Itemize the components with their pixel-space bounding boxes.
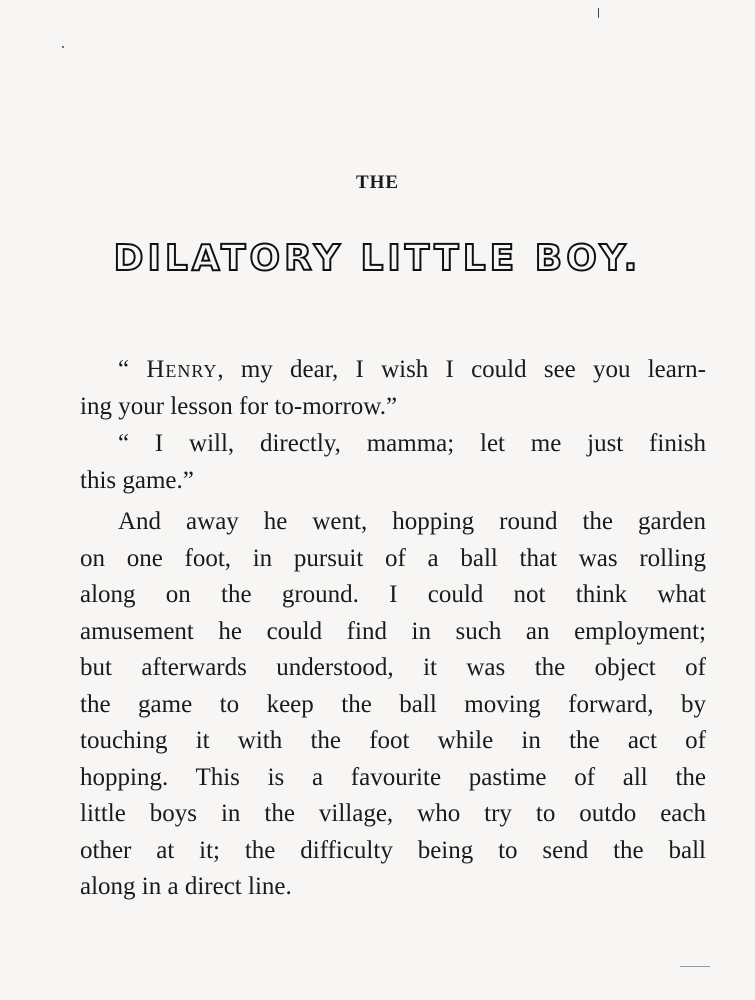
paper-speck — [62, 46, 64, 48]
chapter-title: DILATORY LITTLE BOY. — [113, 238, 642, 279]
text-line: but afterwards understood, it was the object of — [80, 654, 706, 681]
text-line: little boys in the village, who try to outdo each — [80, 800, 706, 827]
text-line: “ I will, directly, mamma; let me just finish — [118, 430, 706, 457]
paragraph-3 — [80, 504, 706, 906]
text-line: ing your lesson for to-morrow.” — [80, 392, 398, 420]
text-line: other at it; the difficulty being to send the ball — [80, 836, 706, 864]
text-line: “ Henry, my dear, I wish I could see you learn- — [118, 356, 706, 383]
paragraph-1 — [80, 352, 706, 425]
text-line: on one foot, in pursuit of a ball that was rolling — [80, 544, 706, 572]
text-line: the game to keep the ball moving forward, by — [80, 690, 706, 718]
paragraph-2 — [80, 426, 706, 499]
text-line: touching it with the foot while in the act of — [80, 727, 706, 754]
body-text — [80, 352, 706, 906]
paper-speck — [598, 8, 599, 18]
chapter-label: THE — [355, 172, 400, 193]
paper-speck — [680, 966, 710, 967]
text-line: along in a direct line. — [80, 873, 292, 900]
text-line: along on the ground. I could not think what — [80, 581, 706, 608]
name-henry: Henry — [146, 356, 218, 383]
text-line: hopping. This is a favourite pastime of all the — [80, 763, 706, 791]
text-line: this game.” — [80, 466, 194, 494]
text-line: And away he went, hopping round the garden — [118, 508, 706, 535]
text-line: amusement he could find in such an employment; — [80, 617, 706, 645]
